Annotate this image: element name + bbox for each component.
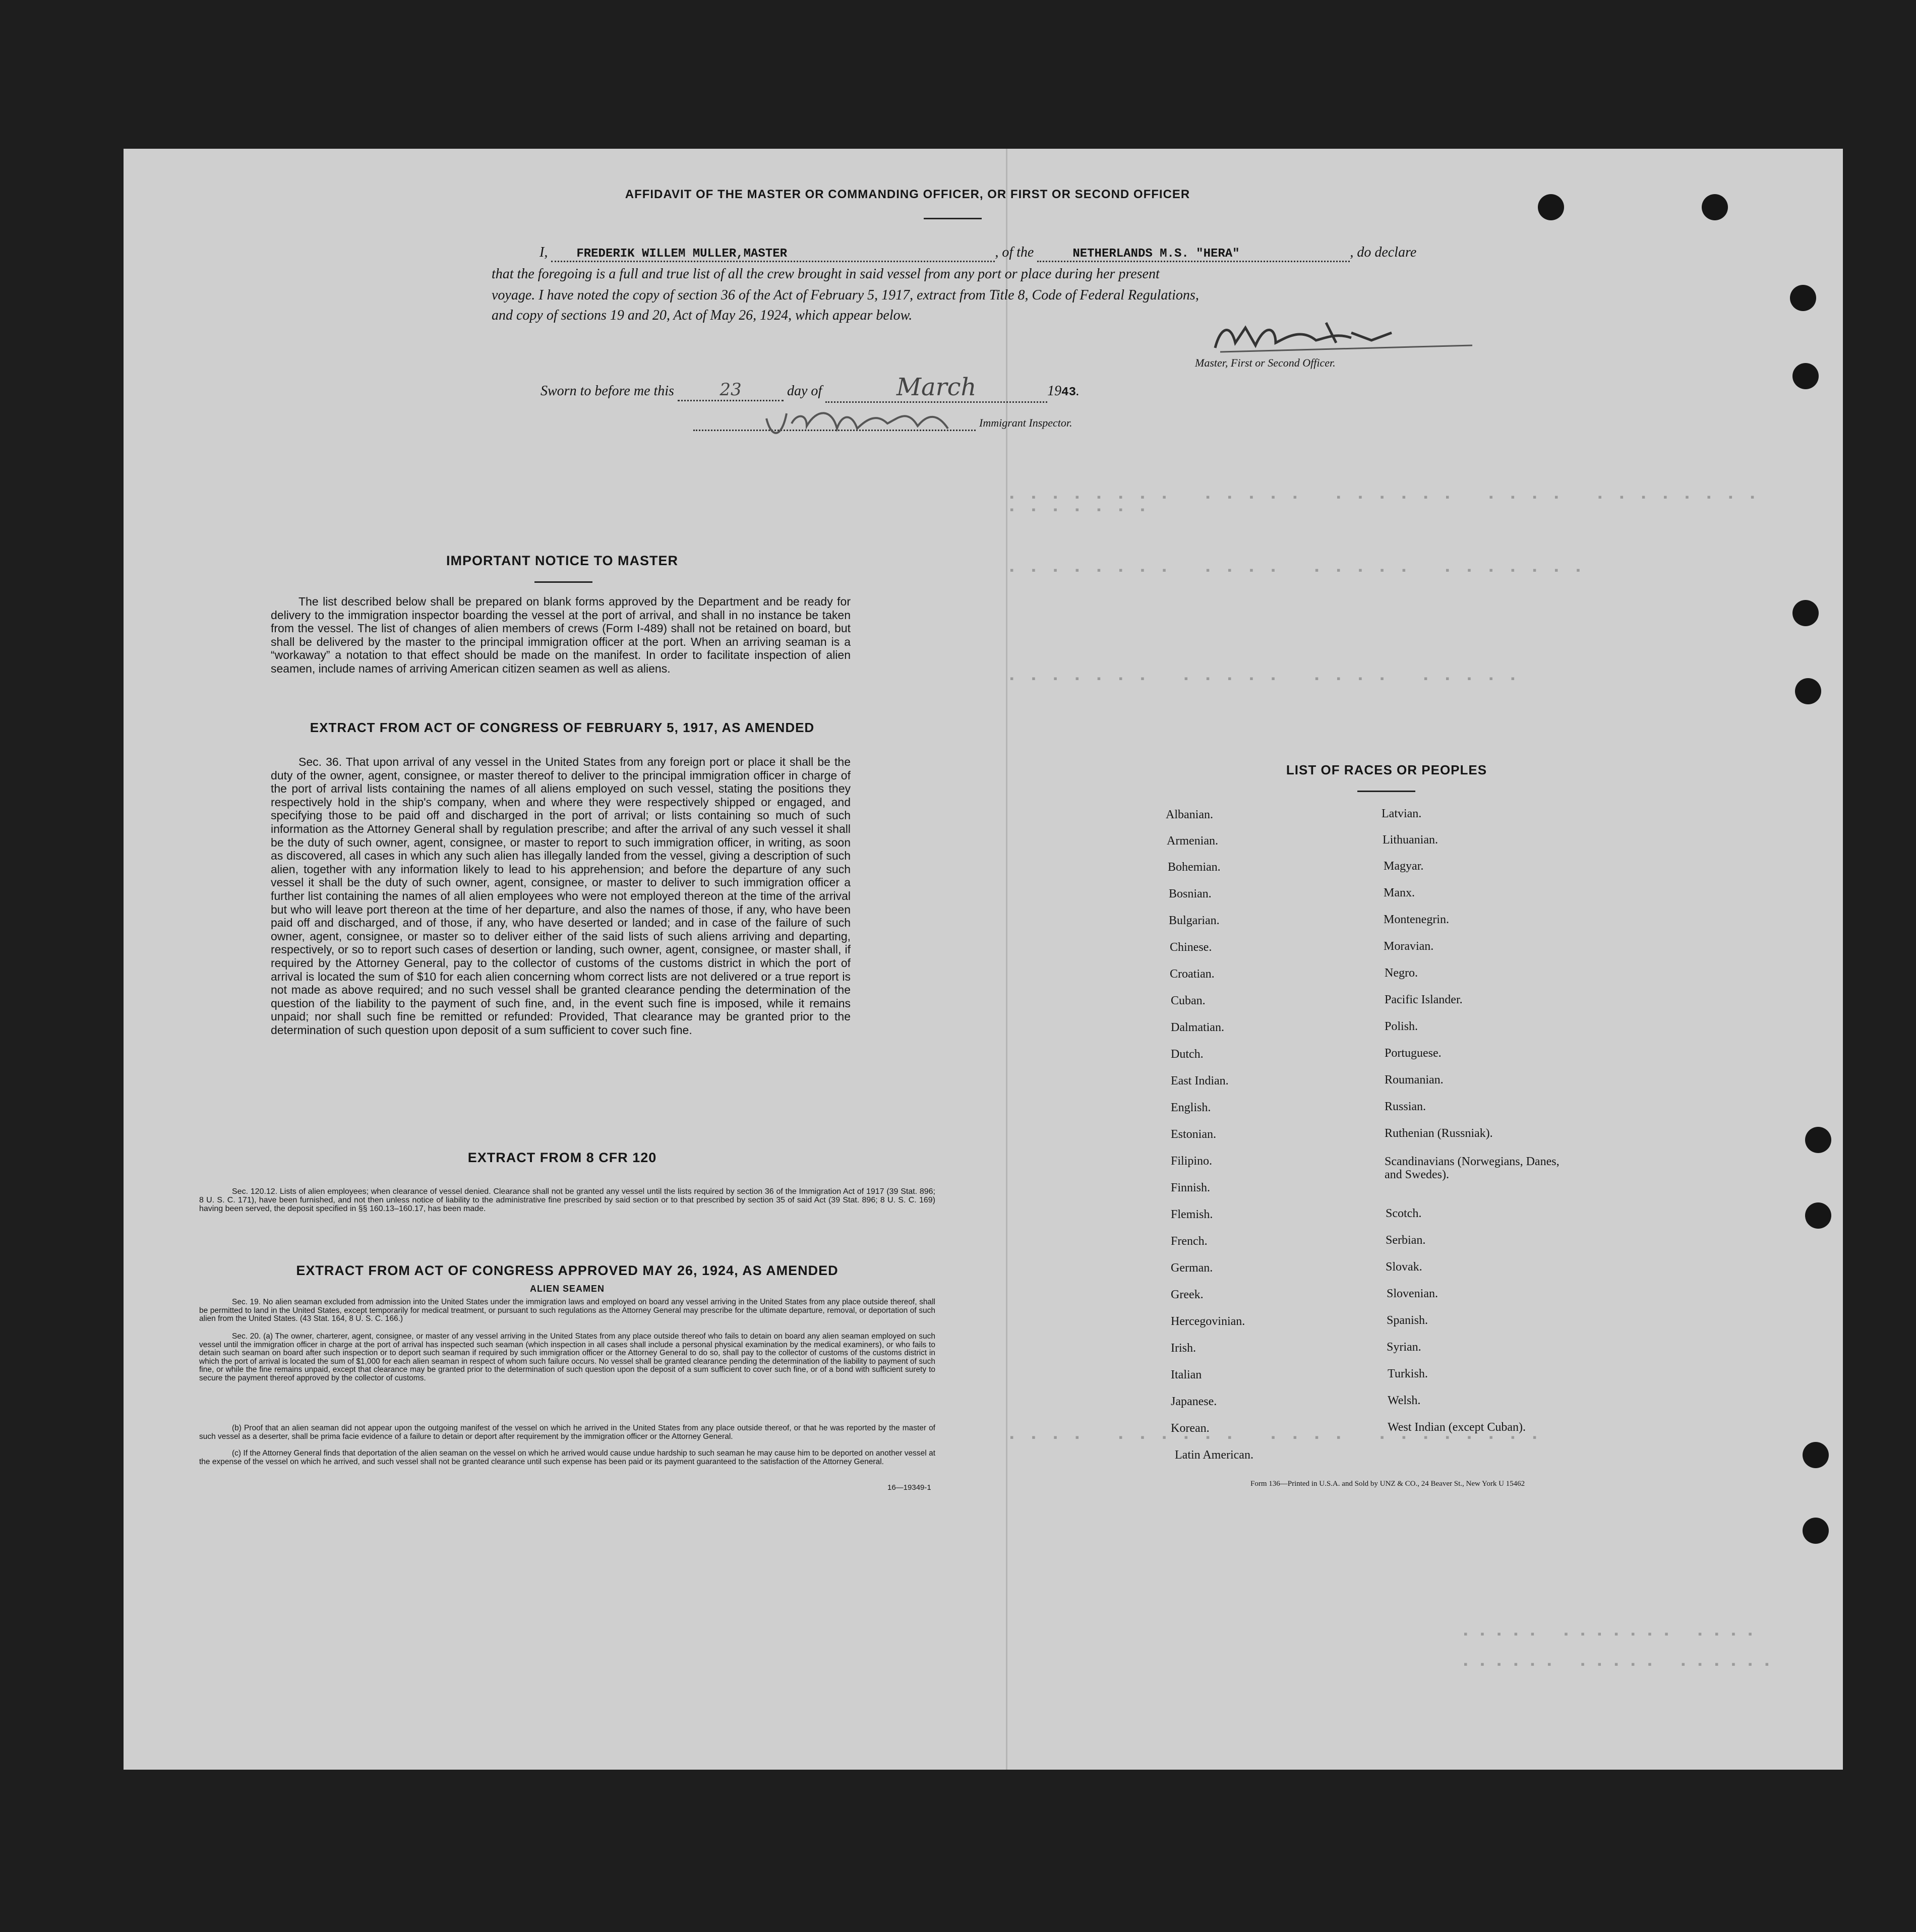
race-item: Dutch. — [1171, 1048, 1204, 1061]
bleed-through-mark: ▪▪▪▪▪▪▪ ▪▪▪▪▪ ▪▪▪▪ ▪▪▪▪▪ — [1008, 673, 1531, 686]
race-item: Italian — [1171, 1368, 1202, 1381]
race-item: Roumanian. — [1385, 1073, 1444, 1086]
notice-body: The list described below shall be prepared on blank forms approved by the Department and be ready for delivery to the immigration inspector boarding the vessel at the port of arrival, and shall in no instance be taken from the vessel. The list of changes of alien members of crews (Form I-489) shall not be retained on board, but shall be delivered by the master to the principal immigration officer at the port. When an arriving seaman is a “workaway” a notation to that effect should be made on the manifest. In order to facilitate inspection of alien seamen, include names of arriving American citizen seamen as well as aliens. — [271, 595, 851, 675]
sec-20b-text: (b) Proof that an alien seaman did not appear upon the outgoing manifest of the vessel on which he arrived in the United States from any place outside thereof, or that he was reported by the master of such vessel as a deserter, shall be prima facie evidence of a failure to detain or deport after requirement by the immigration officer or the Attorney General. — [199, 1424, 935, 1441]
race-item: Latin American. — [1175, 1448, 1253, 1462]
officer-caption: Master, First or Second Officer. — [1195, 356, 1336, 369]
race-item: Negro. — [1385, 967, 1418, 980]
sec-20c-text: (c) If the Attorney General finds that deportation of the alien seaman on the vessel on which he arrived would cause undue hardship to such seaman he may cause him to be deported on another vessel at the expense of the vessel on which he arrived, and such vessel shall not be granted clearance until such expense has been paid or its payment guaranteed to the satisfaction of the Attorney General. — [199, 1449, 935, 1466]
race-item: East Indian. — [1171, 1074, 1229, 1088]
race-item: Bosnian. — [1169, 887, 1212, 900]
race-item: Cuban. — [1171, 994, 1206, 1007]
year-suffix: 43 — [1061, 386, 1076, 399]
extract-1924-subtitle: ALIEN SEAMEN — [529, 1284, 605, 1294]
punch-hole — [1538, 194, 1564, 220]
extract-1924-title: EXTRACT FROM ACT OF CONGRESS APPROVED MAY 26, 1924, AS AMENDED — [296, 1263, 839, 1278]
race-item: Bulgarian. — [1169, 914, 1220, 927]
i-word: I, — [540, 245, 548, 260]
bleed-through-mark: ▪▪▪▪▪▪▪▪ ▪▪▪▪▪ ▪▪▪▪▪▪ ▪▪▪▪ ▪▪▪▪▪▪▪▪ ▪▪▪▪▪▪▪ — [1008, 492, 1771, 517]
punch-hole — [1790, 285, 1816, 311]
race-item: Finnish. — [1171, 1181, 1211, 1194]
race-item: Korean. — [1171, 1422, 1210, 1435]
affidavit-line-1 — [540, 245, 1452, 262]
race-item: West Indian (except Cuban). — [1388, 1421, 1526, 1434]
race-item: Ruthenian (Russniak). — [1385, 1127, 1493, 1140]
races-title: LIST OF RACES OR PEOPLES — [1286, 762, 1487, 777]
punch-hole — [1702, 194, 1728, 220]
race-item: Polish. — [1385, 1020, 1418, 1033]
race-item: Dalmatian. — [1171, 1021, 1224, 1034]
extract-cfr-title: EXTRACT FROM 8 CFR 120 — [467, 1150, 657, 1165]
race-item: Spanish. — [1387, 1314, 1428, 1327]
sec-20a-text: Sec. 20. (a) The owner, charterer, agent, consignee, or master of any vessel arriving in the United States from any place outside thereof who fails to detain on board any alien seaman employed on such vessel until the immigration officer in charge at the port of arrival has inspected such seaman (which inspection in all cases shall include a personal physical examination by the medical examiners), or who fails to detain such seaman on board after such inspection or to deport such seaman if required by such immigration officer or the Attorney General to do so, shall pay to the collector of customs of the customs district in which the port of arrival is located the sum of $1,000 for each alien seaman in respect of whom such failure occurs. No vessel shall be granted clearance pending the determination of the liability to payment of such fine, or while the fine remains unpaid, except that clearance may be granted prior to the determination of such question upon the deposit of a sum sufficient to cover such fine, or of a bond with sufficient surety to secure the payment thereof approved by the collector of customs. — [199, 1332, 935, 1382]
races-underline — [1357, 791, 1415, 792]
punch-hole — [1803, 1518, 1829, 1544]
race-item: Serbian. — [1386, 1234, 1426, 1247]
extract-cfr-body: Sec. 120.12. Lists of alien employees; when clearance of vessel denied. Clearance shall not be granted any vessel until the lists required by section 36 of the Immigration Act of 1917 (39 Stat. 896; 8 U. S. C. 171), have been furnished, and not then unless notice of liability to the administrative fine prescribed by said section or to that prescribed by section 35 of said Act (39 Stat. 896; 8 U. S. C. 169) having been served, the deposit specified in §§ 160.13–160.17, has been made. — [199, 1187, 935, 1213]
master-signature — [1200, 318, 1482, 358]
race-item: Magyar. — [1384, 860, 1424, 873]
sec-19-text: Sec. 19. No alien seaman excluded from admission into the United States under the immigration laws and employed on board any vessel arriving in the United States from any place outside thereof, shall be permitted to land in the United States, except temporarily for medical treatment, or pursuant to such regulations as the Attorney General may prescribe for the ultimate departure, removal, or deportation of such alien from the United States. (43 Stat. 164, 8 U. S. C. 166.) — [199, 1298, 935, 1323]
notice-title: IMPORTANT NOTICE TO MASTER — [446, 553, 678, 568]
race-item: Scandinavians (Norwegians, Danes, and Swedes). — [1385, 1155, 1560, 1181]
year-prefix: 19 — [1047, 383, 1062, 399]
bleed-through-mark: ▪▪▪▪▪▪▪▪ ▪▪▪▪ ▪▪▪▪▪ ▪▪▪▪▪▪▪ — [1008, 565, 1597, 577]
master-name-field: FREDERIK WILLEM MULLER,MASTER — [551, 247, 995, 262]
affidavit-line-4: and copy of sections 19 and 20, Act of May 26, 1924, which appear below. — [492, 308, 913, 323]
of-the: , of the — [995, 245, 1034, 260]
race-item: Welsh. — [1388, 1394, 1421, 1407]
sworn-day: 23 — [678, 380, 784, 401]
bleed-through-mark: ▪▪▪▪ ▪▪▪▪▪▪ ▪▪▪▪ ▪▪▪▪▪▪▪▪ — [1008, 1432, 1553, 1444]
race-item: Albanian. — [1166, 808, 1213, 821]
race-item: Armenian. — [1167, 834, 1218, 848]
affidavit-line-2: that the foregoing is a full and true list of all the crew brought in said vessel from any port or place during her present — [492, 266, 1160, 282]
race-item: Slovenian. — [1387, 1287, 1438, 1300]
race-item: Filipino. — [1171, 1155, 1213, 1168]
bleed-through-mark: ▪▪▪▪▪▪ ▪▪▪▪▪ ▪▪▪▪▪▪ — [1462, 1659, 1780, 1671]
race-item: Croatian. — [1170, 968, 1215, 981]
race-item: Turkish. — [1388, 1367, 1428, 1380]
race-item: Portuguese. — [1385, 1047, 1442, 1060]
extract-1917-body: Sec. 36. That upon arrival of any vessel in the United States from any foreign port or place it shall be the duty of the owner, agent, consignee, or master thereof to deliver to the principal immigration officer in charge of the port of arrival lists containing the names of all aliens employed on such vessel, stating the positions they respectively hold in the ship's company, when and where they were respectively shipped or engaged, and specifying those to be paid off and discharged in the port of arrival; or lists containing so much of such information as the Attorney General shall by regulation prescribe; and after the arrival of any such vessel it shall be the duty of such owner, agent, consignee, or master to report to such immigration officer, in writing, as soon as discovered, all cases in which any such alien has illegally landed from the vessel, giving a description of such alien, together with any information likely to lead to his apprehension; and before the departure of any such vessel it shall be the duty of such owner, agent, consignee, or master to deliver to such immigration officer a further list containing the names of all alien employees who were not employed thereon at the time of the arrival but who will leave port thereon at the time of her departure, and also the names of those, if any, who have been paid off and discharged, and of those, if any, who have deserted or landed; and in case of the failure of such owner, agent, consignee, or master so to deliver either of the said lists of such aliens arriving and departing, respectively, or so to report such cases of desertion or landing, such owner, agent, consignee, or master shall, if required by the Attorney General, pay to the collector of customs of the customs district in which the port of arrival is located the sum of $10 for each alien concerning whom correct lists are not delivered or a true report is not made as above required; and no such vessel shall be granted clearance pending the determination of the question of the liability to the payment of such fine, and, in the event such fine is imposed, while it remains unpaid; nor shall such fine be remitted or refunded: Provided, That clearance may be granted prior to the determination of such question upon deposit of a sum sufficient to cover such fine. — [271, 755, 851, 1037]
punch-hole — [1803, 1442, 1829, 1468]
sworn-line: Sworn to before me this 23 day of March 1943. — [541, 373, 1080, 403]
race-item: Flemish. — [1171, 1208, 1213, 1221]
bleed-through-mark: ▪▪▪▪▪ ▪▪▪▪▪▪▪ ▪▪▪▪ — [1462, 1628, 1764, 1641]
race-item: Pacific Islander. — [1385, 993, 1463, 1006]
race-item: Estonian. — [1171, 1128, 1216, 1141]
race-item: Manx. — [1384, 886, 1415, 899]
form-printer-note: Form 136—Printed in U.S.A. and Sold by UNZ & CO., 24 Beaver St., New York U 15462 — [1250, 1480, 1525, 1488]
punch-hole — [1805, 1127, 1831, 1153]
race-item: Syrian. — [1387, 1341, 1421, 1354]
punch-hole — [1805, 1202, 1831, 1229]
inspector-caption: Immigrant Inspector. — [979, 416, 1072, 429]
race-item: Chinese. — [1170, 941, 1212, 954]
notice-underline — [534, 581, 592, 583]
race-item: Montenegrin. — [1384, 913, 1449, 926]
affidavit-title: AFFIDAVIT OF THE MASTER OR COMMANDING OFFICER, OR FIRST OR SECOND OFFICER — [625, 188, 1190, 201]
race-item: German. — [1171, 1261, 1213, 1275]
race-item: Japanese. — [1171, 1395, 1217, 1408]
do-declare: , do declare — [1350, 245, 1417, 260]
inspector-signature — [756, 398, 968, 444]
punch-hole — [1792, 600, 1819, 626]
race-item: Irish. — [1171, 1342, 1196, 1355]
race-item: Scotch. — [1386, 1207, 1422, 1220]
form-code: 16—19349-1 — [887, 1483, 931, 1492]
race-item: Hercegovinian. — [1171, 1315, 1245, 1328]
sworn-prefix: Sworn to before me this — [541, 383, 674, 399]
race-item: French. — [1171, 1235, 1208, 1248]
vessel-name-field: NETHERLANDS M.S. "HERA" — [1037, 247, 1350, 262]
race-item: English. — [1171, 1101, 1211, 1114]
day-of: day of — [787, 383, 822, 399]
race-item: Slovak. — [1386, 1260, 1422, 1274]
race-item: Moravian. — [1384, 940, 1434, 953]
punch-hole — [1792, 363, 1819, 389]
race-item: Lithuanian. — [1383, 833, 1438, 847]
sworn-month: March — [825, 373, 1047, 403]
race-item: Latvian. — [1382, 807, 1422, 820]
title-underline — [924, 218, 982, 219]
race-item: Greek. — [1171, 1288, 1204, 1301]
affidavit-line-3: voyage. I have noted the copy of section 36 of the Act of February 5, 1917, extract from Title 8, Code of Federal Regulations, — [492, 287, 1199, 303]
race-item: Russian. — [1385, 1100, 1426, 1113]
extract-1917-title: EXTRACT FROM ACT OF CONGRESS OF FEBRUARY 5, 1917, AS AMENDED — [310, 720, 815, 735]
race-item: Bohemian. — [1168, 861, 1221, 874]
